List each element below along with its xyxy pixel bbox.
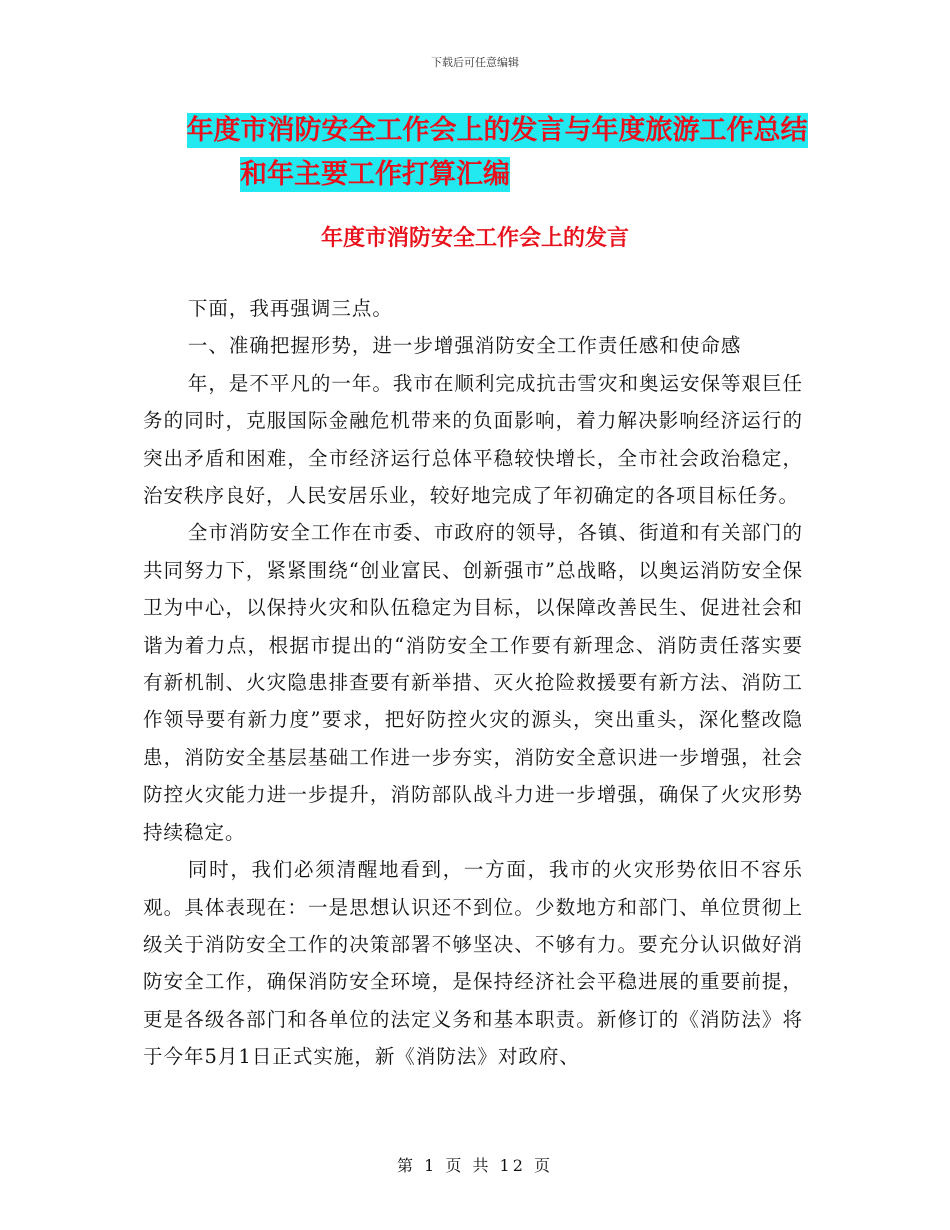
document-title-line-1 xyxy=(22,106,950,156)
paragraph-1: 下面，我再强调三点。 xyxy=(187,297,393,320)
paragraph-4: 全市消防安全工作在市委、市政府的领导，各镇、街道和有关部门的共同努力下，紧紧围绕“创业富民、创新强市”总战略，以奥运消防安全保卫为中心，以保持火灾和队伍稳定为目标，以保障改善民生、促进社会和谐为着力点，根据市提出的“消防安全工作要有新理念、消防责任落实要有新机制、火灾隐患排查要有新举措、灭火抢险救援要有新方法、消防工作领导要有新力度”要求，把好防控火灾的源头，突出重头，深化整改隐患，消防安全基层基础工作进一步夯实，消防安全意识进一步增强，社会防控火灾能力进一步提升，消防部队战斗力进一步增强，确保了火灾形势持续稳定。 xyxy=(143,521,803,844)
document-body xyxy=(143,290,803,1076)
paragraph-3: 年，是不平凡的一年。我市在顺利完成抗击雪灾和奥运安保等艰巨任务的同时，克服国际金融危机带来的负面影响，着力解决影响经济运行的突出矛盾和困难，全市经济运行总体平稳较快增长，全市社会政治稳定，治安秩序良好，人民安居乐业，较好地完成了年初确定的各项目标任务。 xyxy=(143,371,803,508)
section-heading: 年度市消防安全工作会上的发言 xyxy=(320,226,629,251)
paragraph-2: 一、准确把握形势，进一步增强消防安全工作责任感和使命感 xyxy=(187,334,742,358)
title-line-2-text: 和年主要工作打算汇编 xyxy=(240,159,510,190)
document-title-line-2 xyxy=(0,150,850,200)
paragraph-5: 同时，我们必须清醒地看到，一方面，我市的火灾形势依旧不容乐观。具体表现在：一是思想认识还不到位。少数地方和部门、单位贯彻上级关于消防安全工作的决策部署不够坚决、不够有力。要充分认识做好消防安全工作，确保消防安全环境，是保持经济社会平稳进展的重要前提，更是各级各部门和各单位的法定义务和基本职责。新修订的《消防法》将于今年5月1日正式实施，新《消防法》对政府、 xyxy=(143,858,803,1069)
title-line-1-text: 年度市消防安全工作会上的发言与年度旅游工作总结 xyxy=(186,115,808,146)
page-footer: 第 1 页 共 12 页 xyxy=(397,1156,553,1175)
header-note: 下载后可任意编辑 xyxy=(431,56,519,69)
